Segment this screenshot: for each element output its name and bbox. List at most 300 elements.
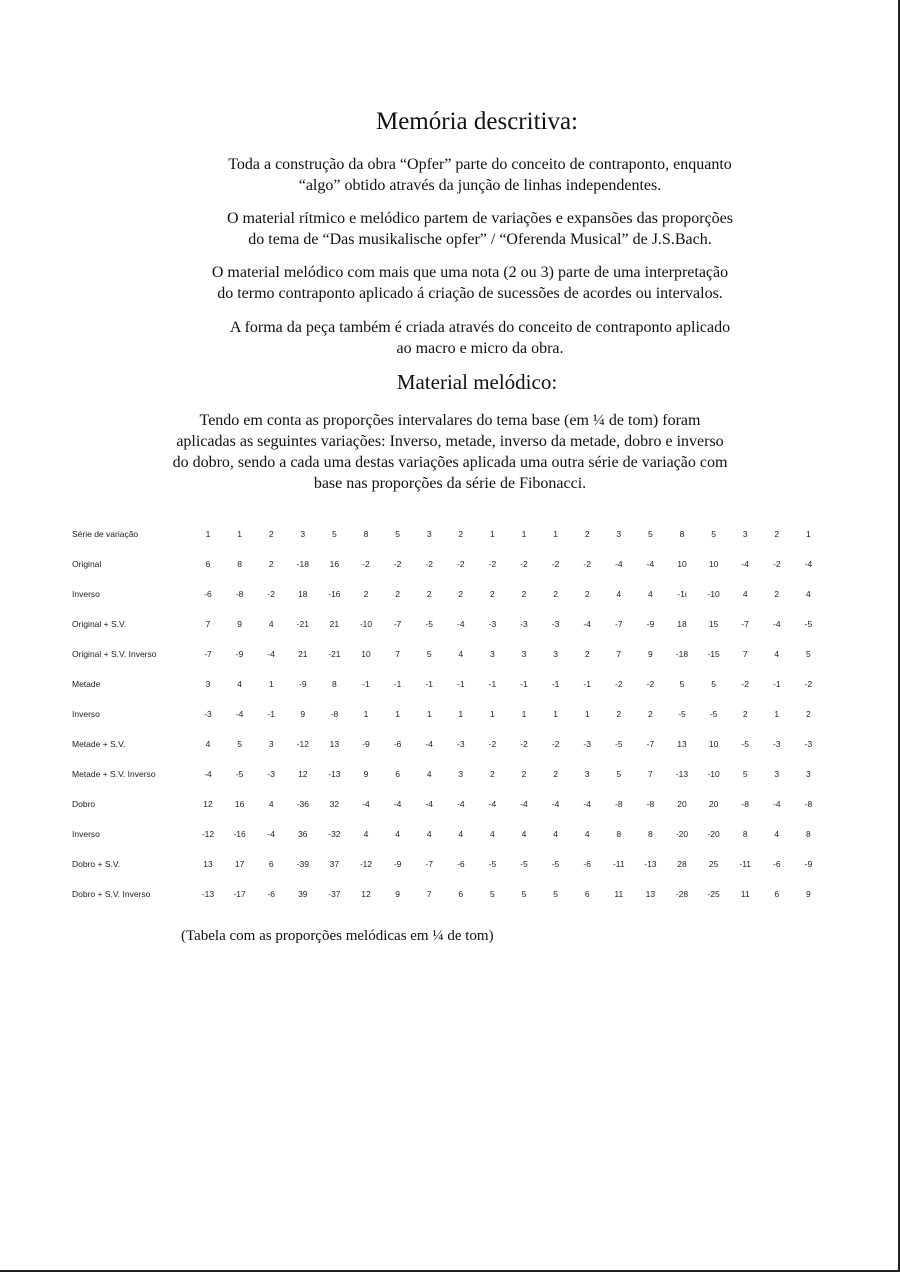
table-cell: 5 — [553, 889, 558, 899]
table-cell: 9 — [395, 889, 400, 899]
table-cell: 20 — [708, 799, 719, 809]
table-cell: 8 — [648, 829, 653, 839]
table-cell: -1 — [393, 679, 402, 689]
table-cell: 8 — [237, 559, 242, 569]
table-cell: 3 — [742, 529, 748, 539]
table-cell: -6 — [204, 589, 212, 599]
table-cell: 6 — [458, 889, 464, 899]
table-cell: -20 — [707, 829, 720, 839]
table-cell: 37 — [329, 859, 340, 869]
table-cell: 11 — [740, 889, 750, 899]
table-cell: -8 — [804, 799, 813, 809]
table-cell: 5 — [648, 529, 653, 539]
table-cell: -13 — [675, 769, 689, 779]
table-cell: -4 — [425, 739, 433, 749]
table-row — [72, 550, 832, 580]
table-cell: 3 — [458, 769, 464, 779]
table-cell: -4 — [804, 559, 813, 569]
table-cell: -10 — [707, 769, 720, 779]
row-label: Original — [72, 559, 102, 569]
table-cell: 1 — [584, 709, 590, 719]
table-cell: -3 — [204, 709, 212, 719]
table-cell: -2 — [615, 679, 623, 689]
table-row — [72, 640, 832, 670]
table-cell: 8 — [806, 829, 811, 839]
paragraph-line: O material rítmico e melódico partem de variações e expansões das proporções — [226, 210, 734, 227]
row-label: Dobro + S.V. Inverso — [72, 889, 151, 899]
table-cell: 5 — [521, 889, 527, 899]
table-cell: 4 — [490, 829, 495, 839]
table-cell: 11 — [614, 889, 624, 899]
table-caption: (Tabela com as proporções melódicas em ¼ de tom) — [181, 928, 494, 944]
table-cell: 13 — [645, 889, 656, 899]
row-label: Inverso — [72, 829, 100, 839]
table-cell: -7 — [615, 619, 623, 629]
table-cell: -1 — [362, 679, 370, 689]
table-cell: 1 — [237, 529, 242, 539]
table-cell: 4 — [458, 829, 464, 839]
table-cell: 4 — [426, 769, 432, 779]
table-cell: -6 — [583, 859, 591, 869]
table-row — [72, 820, 832, 850]
table-cell: 5 — [711, 529, 716, 539]
table-cell: 4 — [616, 589, 622, 599]
table-cell: 2 — [742, 709, 748, 719]
table-cell: -20 — [675, 829, 689, 839]
table-cell: -4 — [615, 559, 623, 569]
table-cell: 8 — [363, 529, 369, 539]
row-label: Metade + S.V. — [72, 739, 126, 749]
table-cell: -1 — [551, 679, 560, 689]
row-label: Dobro + S.V. — [72, 859, 121, 869]
table-cell: -2 — [267, 589, 275, 599]
table-cell: -1 — [267, 709, 275, 719]
table-cell: 8 — [332, 679, 337, 689]
table-cell: -32 — [328, 829, 341, 839]
table-cell: -4 — [646, 559, 655, 569]
table-cell: 21 — [298, 649, 308, 659]
table-cell: 13 — [329, 739, 340, 749]
table-cell: 1 — [774, 709, 780, 719]
table-cell: -10 — [707, 589, 720, 599]
paragraph-line: O material melódico com mais que uma nota (2 ou 3) parte de uma interpretação — [211, 264, 729, 281]
table-cell: -13 — [201, 889, 215, 899]
table-cell: 3 — [774, 769, 780, 779]
table-cell: 7 — [205, 619, 211, 629]
table-cell: -5 — [551, 859, 560, 869]
table-cell: 10 — [708, 739, 719, 749]
table-cell: -16 — [328, 589, 341, 599]
table-cell: -6 — [773, 859, 781, 869]
table-cell: 16 — [329, 559, 340, 569]
paragraph-2 — [170, 208, 790, 250]
table-cell: 1 — [363, 709, 369, 719]
table-cell: -5 — [741, 739, 749, 749]
table-cell: 4 — [648, 589, 653, 599]
table-cell: -5 — [520, 859, 528, 869]
table-cell: 6 — [774, 889, 780, 899]
table-cell: -15 — [707, 649, 720, 659]
paragraph-line: A forma da peça também é criada através do conceito de contraponto aplicado — [229, 319, 731, 336]
table-cell: 7 — [742, 649, 748, 659]
table-cell: 4 — [268, 799, 274, 809]
table-cell: 4 — [553, 829, 558, 839]
table-cell: -4 — [267, 649, 275, 659]
table-cell: 2 — [268, 559, 274, 569]
table-cell: -6 — [393, 739, 402, 749]
table-cell: -12 — [201, 829, 215, 839]
table-cell: 2 — [490, 589, 495, 599]
table-cell: -7 — [741, 619, 749, 629]
row-label: Original + S.V. — [72, 619, 127, 629]
table-cell: 8 — [742, 829, 748, 839]
table-cell: -3 — [773, 739, 781, 749]
table-cell: -17 — [233, 889, 246, 899]
table-cell: -4 — [457, 619, 465, 629]
table-cell: 2 — [806, 709, 811, 719]
table-cell: 1 — [553, 709, 558, 719]
table-cell: 9 — [648, 649, 653, 659]
table-cell: 2 — [584, 649, 590, 659]
table-cell: -4 — [457, 799, 465, 809]
table-cell: 3 — [426, 529, 432, 539]
table-cell: 4 — [363, 829, 369, 839]
table-cell: 2 — [774, 529, 780, 539]
table-cell: 12 — [361, 889, 371, 899]
paragraph-line: do tema de “Das musikalische opfer” / “Oferenda Musical” de J.S.Bach. — [248, 231, 712, 248]
paragraph-line: do termo contraponto aplicado á criação de sucessões de acordes ou intervalos. — [217, 285, 723, 302]
table-cell: 1 — [490, 709, 495, 719]
table-cell: 5 — [490, 889, 495, 899]
table-cell: -2 — [362, 559, 370, 569]
table-cell: 15 — [708, 619, 719, 629]
paragraph-line: base nas proporções da série de Fibonacci. — [313, 475, 587, 492]
table-cell: 4 — [774, 829, 780, 839]
table-cell: 7 — [648, 769, 653, 779]
table-cell: 1 — [521, 709, 527, 719]
table-cell: -1 — [457, 679, 465, 689]
row-label: Série de variação — [72, 529, 139, 539]
table-cell: -5 — [615, 739, 623, 749]
table-cell: 20 — [677, 799, 687, 809]
table-cell: 1 — [426, 709, 432, 719]
table-cell: 6 — [268, 859, 274, 869]
table-cell: 36 — [298, 829, 308, 839]
table-cell: -13 — [328, 769, 341, 779]
table-cell: -3 — [520, 619, 528, 629]
table-cell: -9 — [299, 679, 307, 689]
table-cell: -2 — [520, 739, 528, 749]
table-cell: -37 — [328, 889, 341, 899]
table-cell: 5 — [237, 739, 242, 749]
table-cell: -2 — [551, 559, 560, 569]
paragraph-line: ao macro e micro da obra. — [396, 340, 564, 357]
table-cell: 9 — [363, 769, 369, 779]
table-cell: 10 — [677, 559, 687, 569]
table-cell: 2 — [363, 589, 369, 599]
table-cell: 1 — [205, 529, 211, 539]
table-cell: 4 — [806, 589, 811, 599]
table-cell: -11 — [612, 859, 625, 869]
table-cell: -1ι — [677, 589, 687, 599]
table-cell: -2 — [488, 739, 497, 749]
table-cell: -7 — [425, 859, 433, 869]
table-cell: 39 — [298, 889, 308, 899]
table-cell: 5 — [395, 529, 400, 539]
paragraph-1 — [180, 154, 780, 196]
table-cell: 1 — [395, 709, 400, 719]
table-cell: -21 — [296, 619, 309, 629]
table-cell: -4 — [741, 559, 749, 569]
table-cell: 1 — [490, 529, 495, 539]
paragraph-line: Toda a construção da obra “Opfer” parte do conceito de contraponto, enquanto — [228, 156, 732, 173]
paragraph-4 — [180, 317, 780, 359]
table-cell: -2 — [583, 559, 591, 569]
table-cell: 4 — [268, 619, 274, 629]
section-subtitle: Material melódico: — [396, 370, 558, 394]
table-cell: 8 — [679, 529, 685, 539]
table-cell: 2 — [774, 589, 780, 599]
table-cell: 9 — [237, 619, 242, 629]
table-cell: -1 — [773, 679, 781, 689]
table-cell: 17 — [234, 859, 245, 869]
table-cell: 3 — [268, 739, 274, 749]
table-cell: 2 — [458, 529, 464, 539]
table-cell: 16 — [234, 799, 245, 809]
table-row — [72, 670, 832, 700]
table-cell: -7 — [204, 649, 212, 659]
table-cell: 1 — [553, 529, 558, 539]
table-cell: -7 — [646, 739, 655, 749]
row-label: Dobro — [72, 799, 96, 809]
table-cell: 7 — [426, 889, 432, 899]
table-cell: -2 — [804, 679, 813, 689]
row-label: Inverso — [72, 589, 100, 599]
table-cell: 2 — [395, 589, 400, 599]
table-row — [72, 790, 832, 820]
table-cell: 6 — [205, 559, 211, 569]
table-cell: -18 — [675, 649, 689, 659]
table-cell: -4 — [551, 799, 560, 809]
table-cell: -28 — [675, 889, 689, 899]
table-cell: 12 — [298, 769, 308, 779]
table-cell: 5 — [332, 529, 337, 539]
table-cell: 6 — [395, 769, 400, 779]
table-cell: -13 — [644, 859, 657, 869]
melodic-proportions-table — [72, 520, 832, 910]
paragraph-line: aplicadas as seguintes variações: Inverso, metade, inverso da metade, dobro e inverso — [176, 433, 724, 450]
table-cell: -2 — [551, 739, 560, 749]
table-cell: 5 — [742, 769, 748, 779]
table-cell: -4 — [773, 799, 781, 809]
paragraph-line: do dobro, sendo a cada uma destas variações aplicada uma outra série de variação com — [172, 454, 728, 471]
page-title: Memória descritiva: — [375, 108, 578, 135]
table-cell: -9 — [393, 859, 402, 869]
table-cell: -5 — [678, 709, 686, 719]
table-cell: 3 — [300, 529, 306, 539]
table-cell: 21 — [329, 619, 340, 629]
row-label: Metade + S.V. Inverso — [72, 769, 156, 779]
table-cell: 2 — [458, 589, 464, 599]
table-cell: 4 — [237, 679, 242, 689]
table-cell: -9 — [804, 859, 813, 869]
table-cell: -2 — [741, 679, 749, 689]
table-cell: 2 — [553, 589, 558, 599]
table-cell: 2 — [521, 769, 527, 779]
table-cell: -3 — [457, 739, 465, 749]
paragraph-line: “algo” obtido através da junção de linhas independentes. — [298, 177, 662, 194]
table-cell: -4 — [488, 799, 497, 809]
table-cell: 9 — [806, 889, 811, 899]
table-cell: 1 — [268, 679, 274, 689]
paragraph-3 — [150, 262, 790, 304]
table-row — [72, 520, 832, 550]
table-cell: 18 — [298, 589, 308, 599]
table-cell: 5 — [679, 679, 685, 689]
table-cell: -12 — [296, 739, 309, 749]
intro-paragraph — [125, 410, 775, 494]
table-cell: 4 — [774, 649, 780, 659]
table-cell: 32 — [329, 799, 340, 809]
table-cell: 2 — [521, 589, 527, 599]
table-cell: 2 — [553, 769, 558, 779]
table-cell: 5 — [806, 649, 811, 659]
table-cell: -6 — [267, 889, 275, 899]
table-cell: 3 — [616, 529, 622, 539]
table-cell: -9 — [646, 619, 655, 629]
table-cell: 25 — [708, 859, 719, 869]
table-cell: -3 — [267, 769, 275, 779]
table-cell: 7 — [395, 649, 400, 659]
table-cell: -4 — [583, 799, 591, 809]
table-cell: 8 — [616, 829, 622, 839]
table-row — [72, 850, 832, 880]
table-cell: -4 — [773, 619, 781, 629]
table-cell: 7 — [616, 649, 622, 659]
table-cell: -8 — [615, 799, 623, 809]
table-row — [72, 880, 832, 910]
table-cell: -1 — [583, 679, 591, 689]
table-cell: 4 — [584, 829, 590, 839]
table-cell: -4 — [362, 799, 370, 809]
table-cell: -6 — [457, 859, 465, 869]
table-cell: 10 — [361, 649, 371, 659]
table-cell: -7 — [393, 619, 402, 629]
table-cell: 2 — [616, 709, 622, 719]
table-cell: -4 — [393, 799, 402, 809]
table-cell: 4 — [521, 829, 527, 839]
table-cell: 2 — [426, 589, 432, 599]
table-cell: 1 — [806, 529, 811, 539]
table-cell: 9 — [300, 709, 306, 719]
table-cell: 2 — [490, 769, 495, 779]
table-cell: 3 — [205, 679, 211, 689]
table-cell: 2 — [584, 529, 590, 539]
table-cell: 13 — [677, 739, 687, 749]
table-row — [72, 610, 832, 640]
table-cell: -2 — [393, 559, 402, 569]
table-cell: -2 — [520, 559, 528, 569]
table-cell: -39 — [296, 859, 309, 869]
table-cell: -4 — [235, 709, 244, 719]
table-cell: 5 — [711, 679, 716, 689]
table-cell: 2 — [268, 529, 274, 539]
paragraph-line: Tendo em conta as proporções intervalares do tema base (em ¼ de tom) foram — [199, 412, 701, 429]
table-cell: 28 — [677, 859, 687, 869]
table-cell: -2 — [773, 559, 781, 569]
table-cell: -2 — [425, 559, 433, 569]
table-cell: 1 — [458, 709, 464, 719]
table-cell: 2 — [584, 589, 590, 599]
table-cell: 4 — [205, 739, 211, 749]
table-cell: -4 — [520, 799, 528, 809]
table-cell: -1 — [425, 679, 433, 689]
table-cell: -3 — [804, 739, 813, 749]
table-cell: 3 — [553, 649, 558, 659]
table-cell: 3 — [806, 769, 811, 779]
table-cell: 5 — [426, 649, 432, 659]
table-cell: 4 — [742, 589, 748, 599]
table-cell: -1 — [488, 679, 497, 689]
table-cell: 1 — [521, 529, 527, 539]
table-cell: -4 — [267, 829, 275, 839]
table-cell: -3 — [551, 619, 560, 629]
table-cell: 3 — [521, 649, 527, 659]
table-row — [72, 700, 832, 730]
table-cell: 2 — [648, 709, 653, 719]
table-row — [72, 730, 832, 760]
table-cell: 5 — [616, 769, 622, 779]
table-cell: -2 — [457, 559, 465, 569]
table-cell: -10 — [359, 619, 373, 629]
table-cell: 4 — [426, 829, 432, 839]
table-cell: 12 — [203, 799, 213, 809]
table-cell: -16 — [233, 829, 246, 839]
table-cell: -11 — [739, 859, 752, 869]
table-cell: -5 — [235, 769, 244, 779]
table-cell: 18 — [677, 619, 687, 629]
row-label: Original + S.V. Inverso — [72, 649, 157, 659]
table-cell: -8 — [235, 589, 244, 599]
table-cell: -2 — [646, 679, 655, 689]
table-row — [72, 760, 832, 790]
table-cell: -4 — [583, 619, 591, 629]
table-cell: -2 — [488, 559, 497, 569]
table-cell: 3 — [490, 649, 495, 659]
table-cell: 4 — [395, 829, 400, 839]
table-cell: -5 — [709, 709, 718, 719]
table-cell: -36 — [296, 799, 309, 809]
table-cell: 13 — [203, 859, 213, 869]
table-cell: -5 — [425, 619, 433, 629]
table-cell: -25 — [707, 889, 720, 899]
table-cell: 4 — [458, 649, 464, 659]
table-cell: -21 — [328, 649, 341, 659]
table-cell: -3 — [583, 739, 591, 749]
table-cell: -4 — [204, 769, 212, 779]
table-cell: -9 — [362, 739, 370, 749]
table-cell: -9 — [235, 649, 244, 659]
table-cell: 10 — [708, 559, 719, 569]
table-cell: 3 — [584, 769, 590, 779]
row-label: Metade — [72, 679, 101, 689]
table-cell: -5 — [804, 619, 813, 629]
table-cell: -8 — [330, 709, 339, 719]
table-cell: -8 — [741, 799, 749, 809]
table-cell: -1 — [520, 679, 528, 689]
row-label: Inverso — [72, 709, 100, 719]
table-cell: -8 — [646, 799, 655, 809]
